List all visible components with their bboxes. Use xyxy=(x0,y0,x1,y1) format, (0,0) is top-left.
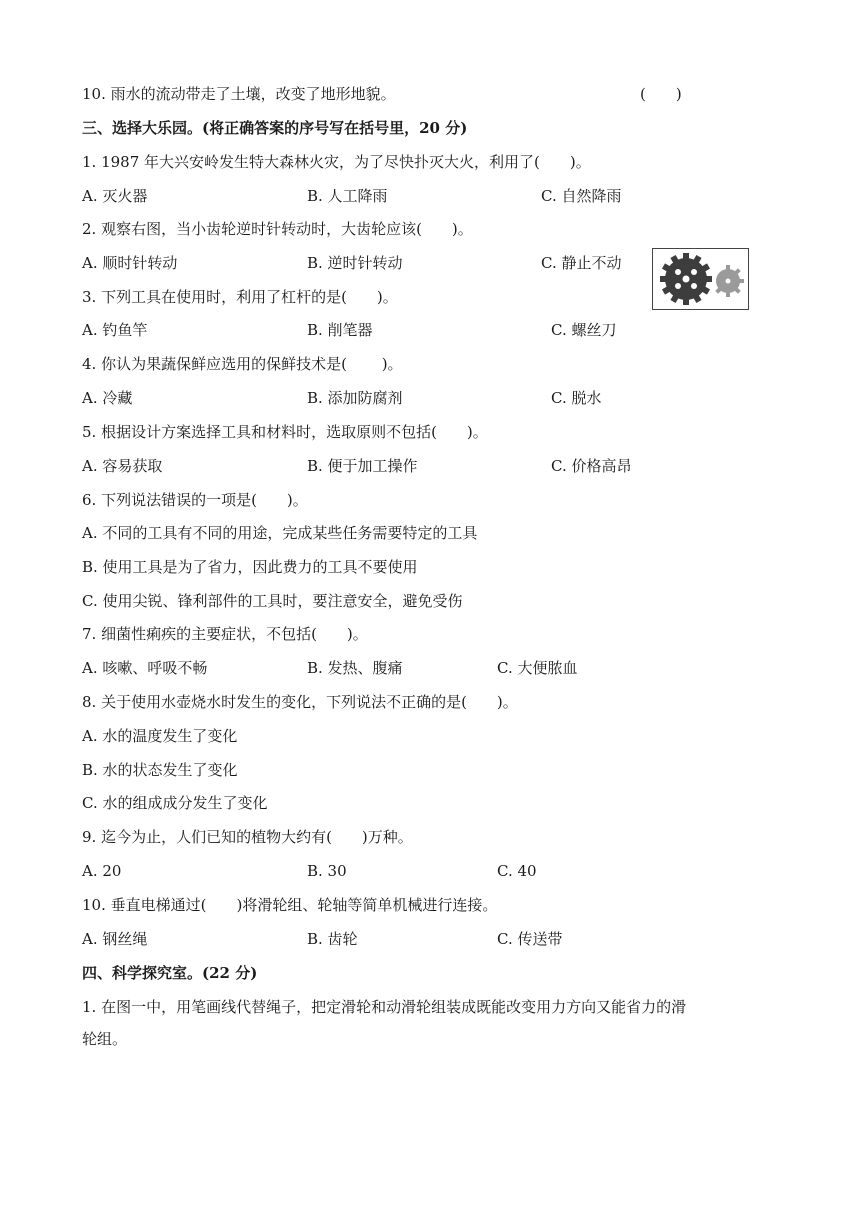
question-8: 8. 关于使用水壶烧水时发生的变化，下列说法不正确的是( )。 xyxy=(82,693,518,711)
option-b: B. 添加防腐剂 xyxy=(307,389,403,407)
large-gear xyxy=(660,253,712,305)
option-c: C. 脱水 xyxy=(551,389,602,407)
option-c: C. 40 xyxy=(497,862,537,880)
section-3-heading: 三、选择大乐园。(将正确答案的序号写在括号里，20 分) xyxy=(82,119,468,137)
option-b: B. 齿轮 xyxy=(307,930,358,948)
option-a: A. 顺时针转动 xyxy=(82,254,178,272)
question-9: 9. 迄今为止，人们已知的植物大约有( )万种。 xyxy=(82,828,413,846)
option-b: B. 人工降雨 xyxy=(307,187,388,205)
option-b: B. 便于加工操作 xyxy=(307,457,418,475)
question-2: 2. 观察右图，当小齿轮逆时针转动时，大齿轮应该( )。 xyxy=(82,220,473,238)
option-b: B. 发热、腹痛 xyxy=(307,659,403,677)
small-gear xyxy=(715,265,744,297)
option-a: A. 钓鱼竿 xyxy=(82,321,148,339)
question-4: 4. 你认为果蔬保鲜应选用的保鲜技术是( )。 xyxy=(82,355,403,373)
option-b: B. 逆时针转动 xyxy=(307,254,403,272)
option-c: C. 使用尖锐、锋利部件的工具时，要注意安全，避免受伤 xyxy=(82,592,463,610)
answer-parens: ( ) xyxy=(640,85,682,103)
option-c: C. 静止不动 xyxy=(541,254,622,272)
option-c: C. 水的组成成分发生了变化 xyxy=(82,794,268,812)
gears-icon xyxy=(653,249,748,309)
question-10-tf: 10. 雨水的流动带走了土壤，改变了地形地貌。 xyxy=(82,85,396,103)
question-3: 3. 下列工具在使用时，利用了杠杆的是( )。 xyxy=(82,288,398,306)
option-a: A. 钢丝绳 xyxy=(82,930,148,948)
option-a: A. 咳嗽、呼吸不畅 xyxy=(82,659,208,677)
option-a: A. 容易获取 xyxy=(82,457,163,475)
option-b: B. 水的状态发生了变化 xyxy=(82,761,238,779)
option-c: C. 螺丝刀 xyxy=(551,321,617,339)
question-1-line-1: 1. 在图一中，用笔画线代替绳子，把定滑轮和动滑轮组装成既能改变用力方向又能省力的滑 xyxy=(82,998,687,1016)
option-a: A. 水的温度发生了变化 xyxy=(82,727,238,745)
option-a: A. 20 xyxy=(82,862,122,880)
option-c: C. 传送带 xyxy=(497,930,563,948)
question-5: 5. 根据设计方案选择工具和材料时，选取原则不包括( )。 xyxy=(82,423,488,441)
option-b: B. 削笔器 xyxy=(307,321,373,339)
question-1-line-2: 轮组。 xyxy=(82,1030,128,1048)
option-b: B. 30 xyxy=(307,862,347,880)
question-7: 7. 细菌性痢疾的主要症状，不包括( )。 xyxy=(82,625,368,643)
option-a: A. 冷藏 xyxy=(82,389,133,407)
section-4-heading: 四、科学探究室。(22 分) xyxy=(82,964,258,982)
option-c: C. 价格高昂 xyxy=(551,457,632,475)
question-1: 1. 1987 年大兴安岭发生特大森林火灾，为了尽快扑灭大火，利用了( )。 xyxy=(82,153,591,171)
option-c: C. 自然降雨 xyxy=(541,187,622,205)
question-10: 10. 垂直电梯通过( )将滑轮组、轮轴等简单机械进行连接。 xyxy=(82,896,498,914)
option-a: A. 灭火器 xyxy=(82,187,148,205)
question-6: 6. 下列说法错误的一项是( )。 xyxy=(82,491,308,509)
option-b: B. 使用工具是为了省力，因此费力的工具不要使用 xyxy=(82,558,418,576)
gears-figure xyxy=(652,248,749,310)
option-a: A. 不同的工具有不同的用途，完成某些任务需要特定的工具 xyxy=(82,524,478,542)
option-c: C. 大便脓血 xyxy=(497,659,578,677)
